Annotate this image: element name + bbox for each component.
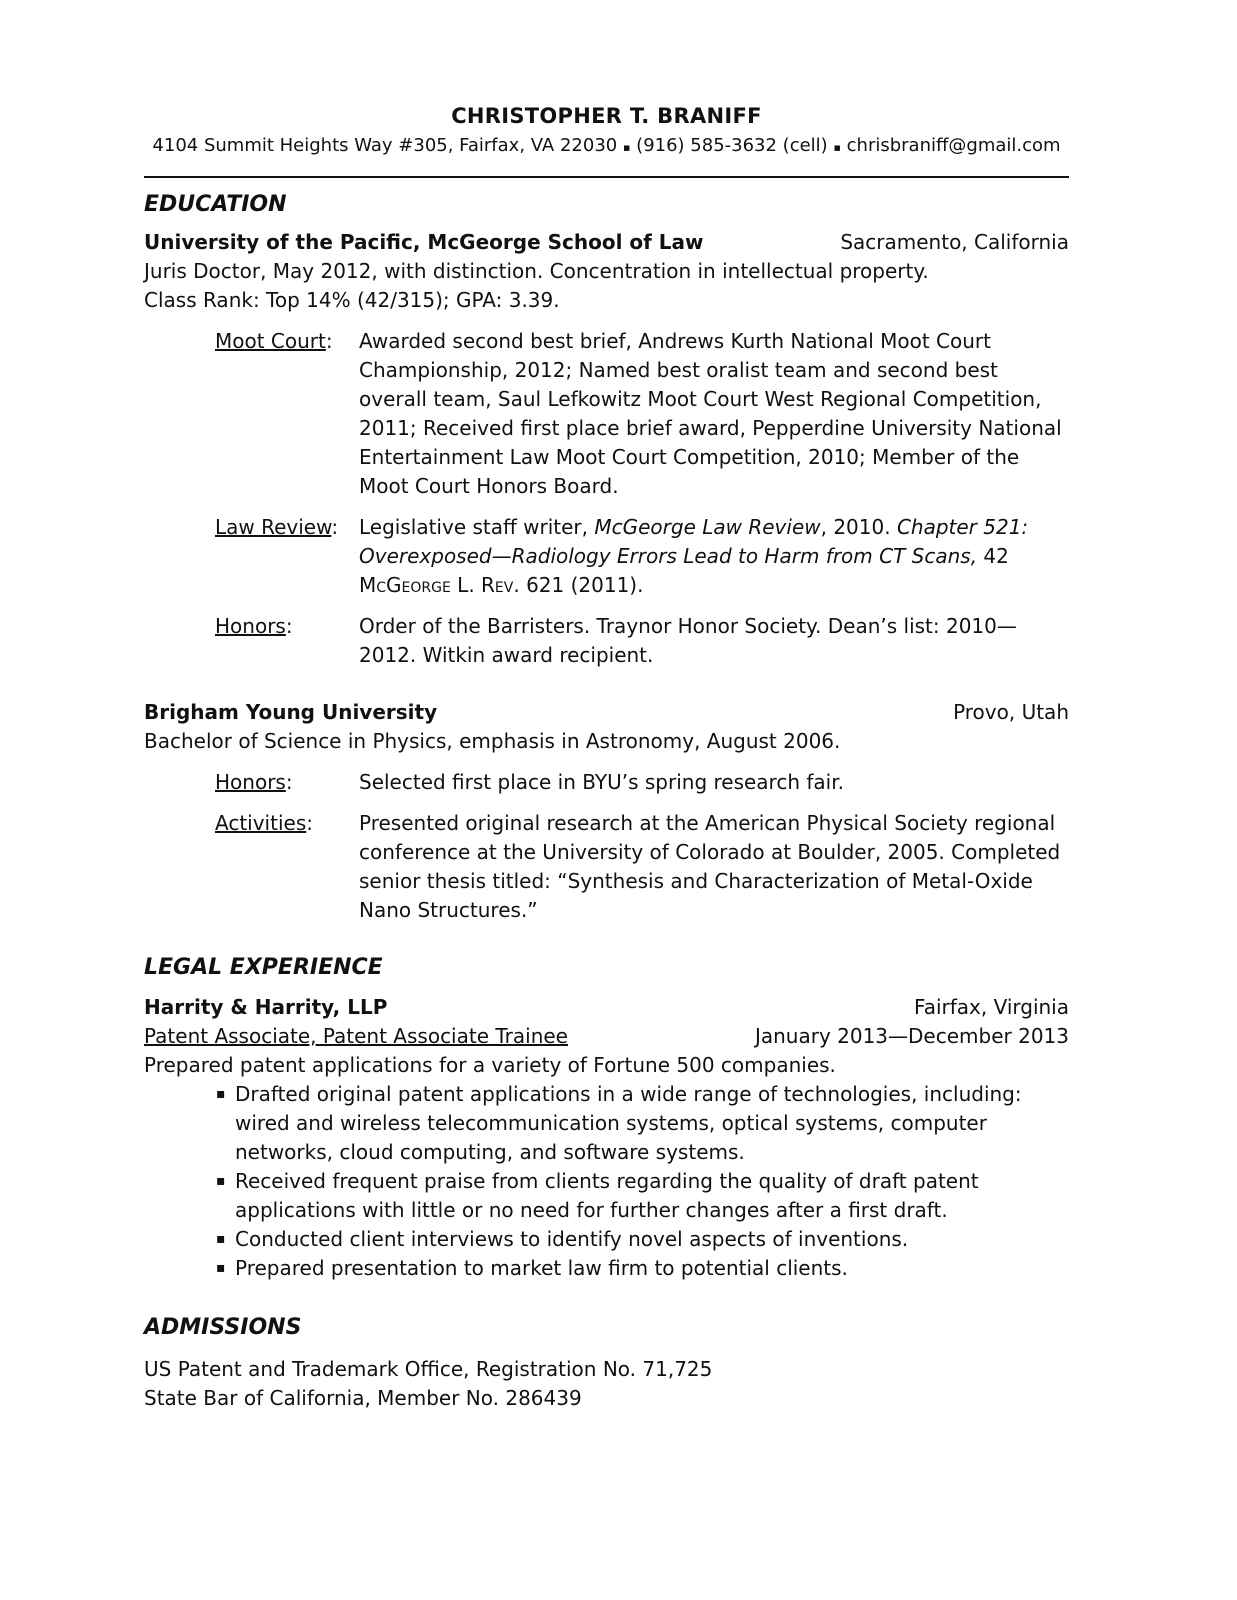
subsection-text: Awarded second best brief, Andrews Kurth National Moot Court Championship, 2012; Named best oralist team and second best overall team, Saul Lefkowitz Moot Court West Regional Competition, 2011; Received first place brief award, Pepperdine University National Entertainment Law Moot Court Competition, 2010; Member of the Moot Court Honors Board. [359, 329, 1062, 498]
list-item: ▪ Drafted original patent applications in a wide range of technologies, including: wired and wireless telecommunication systems, optical systems, computer networks, cloud computing, and software systems. [214, 1080, 1069, 1167]
subsection-text: Order of the Barristers. Traynor Honor Society. Dean’s list: 2010—2012. Witkin award recipient. [359, 614, 1017, 667]
phone: (916) 585-3632 (cell) [636, 135, 828, 156]
position-title: Patent Associate, Patent Associate Trainee [144, 1024, 568, 1048]
subsection-label: Activities: [215, 811, 313, 835]
school-location: Provo, Utah [953, 700, 1069, 724]
list-item: ▪ Prepared presentation to market law firm to potential clients. [214, 1254, 1069, 1283]
email: chrisbraniff@gmail.com [846, 135, 1061, 156]
subsection-text: Selected first place in BYU’s spring research fair. [359, 770, 844, 794]
rank-line: Class Rank: Top 14% (42/315); GPA: 3.39. [144, 288, 560, 312]
job-summary: Prepared patent applications for a variety of Fortune 500 companies. [144, 1053, 836, 1077]
school-location: Sacramento, California [840, 230, 1069, 254]
firm-name: Harrity & Harrity, LLP [144, 995, 388, 1019]
admission-line: US Patent and Trademark Office, Registration No. 71,725 [144, 1357, 713, 1381]
school-header [144, 228, 1069, 257]
job-bullets [214, 1080, 1069, 1283]
subsection-label: Law Review: [215, 515, 339, 539]
subsection-law-review [215, 513, 1069, 600]
section-title-admissions: ADMISSIONS [144, 1315, 302, 1340]
admissions-list [144, 1355, 1069, 1413]
subsection-activities [215, 809, 1069, 925]
subsection-text: Presented original research at the American Physical Society regional conference at the University of Colorado at Boulder, 2005. Completed senior thesis titled: “Synthesis and Characterization of Metal-Oxide Nano Structures.” [359, 811, 1061, 922]
section-title-experience: LEGAL EXPERIENCE [144, 955, 383, 980]
firm-location: Fairfax, Virginia [914, 995, 1069, 1019]
address: 4104 Summit Heights Way #305, Fairfax, VA 22030 [152, 135, 618, 156]
subsection-label: Moot Court: [215, 329, 333, 353]
school-name: Brigham Young University [144, 700, 438, 724]
firm-header [144, 993, 1069, 1022]
contact-line [144, 132, 1069, 162]
school-entry [144, 228, 1069, 670]
section-title-education: EDUCATION [144, 192, 287, 217]
subsection-text: Legislative staff writer, McGeorge Law Review, 2010. Chapter 521: Overexposed—Radiology Errors Lead to Harm from CT Scans, 42 McGeorge L. Rev. 621 (2011). [359, 515, 1029, 597]
separator-icon: ▪ [833, 141, 841, 154]
subsection-label: Honors: [215, 614, 293, 638]
position-row [144, 1022, 1069, 1051]
bullet-icon: ▪ [216, 1173, 226, 1189]
resume-page [144, 100, 1069, 1413]
school-header [144, 698, 1069, 727]
separator-icon: ▪ [622, 141, 631, 154]
degree-line: Juris Doctor, May 2012, with distinction. Concentration in intellectual property. [144, 259, 929, 283]
candidate-name: CHRISTOPHER T. BRANIFF [451, 104, 762, 128]
bullet-icon: ▪ [216, 1260, 226, 1276]
position-dates: January 2013—December 2013 [754, 1024, 1069, 1048]
job-entry [144, 993, 1069, 1283]
list-item: ▪ Conducted client interviews to identify novel aspects of inventions. [214, 1225, 1069, 1254]
bullet-icon: ▪ [216, 1231, 226, 1247]
subsection-moot-court [215, 327, 1069, 501]
degree-line: Bachelor of Science in Physics, emphasis in Astronomy, August 2006. [144, 729, 841, 753]
header-divider [144, 176, 1069, 178]
admission-line: State Bar of California, Member No. 286439 [144, 1386, 582, 1410]
school-entry [144, 698, 1069, 925]
school-name: University of the Pacific, McGeorge School of Law [144, 230, 704, 254]
list-item: ▪ Received frequent praise from clients regarding the quality of draft patent applications with little or no need for further changes after a first draft. [214, 1167, 1069, 1225]
subsection-honors [215, 612, 1069, 670]
bullet-icon: ▪ [216, 1086, 226, 1102]
subsection-label: Honors: [215, 770, 293, 794]
subsection-honors [215, 768, 1069, 797]
